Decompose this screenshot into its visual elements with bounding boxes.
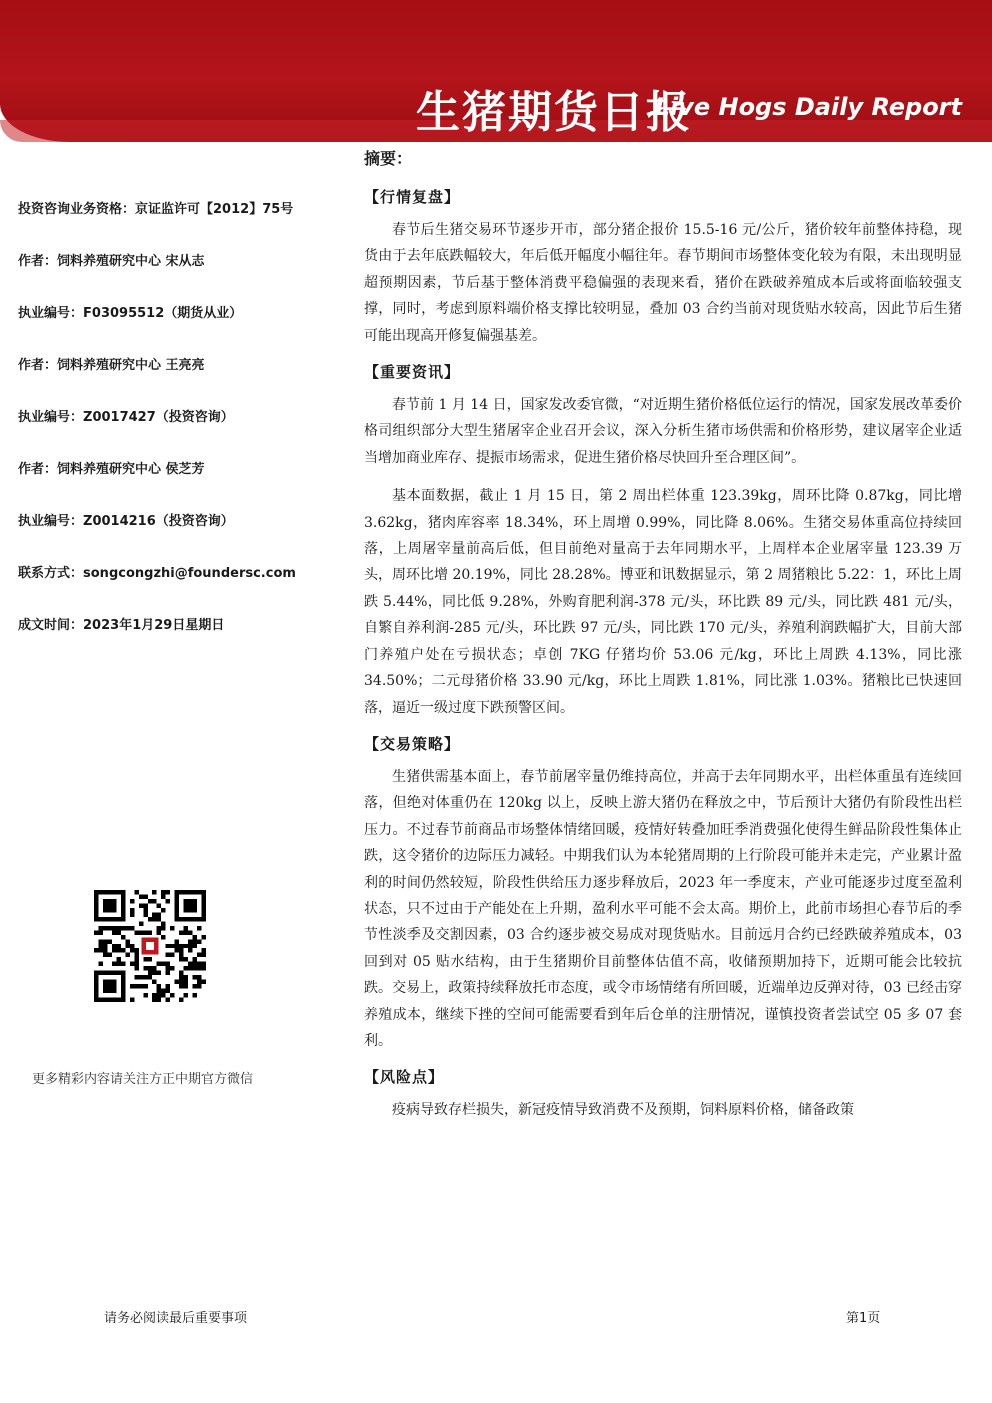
qr-caption: 更多精彩内容请关注方正中期官方微信 bbox=[32, 1072, 254, 1087]
report-title-en: Live Hogs Daily Report bbox=[654, 93, 962, 121]
section-heading: 【重要资讯】 bbox=[364, 363, 461, 382]
meta-value: songcongzhi@foundersc.com bbox=[83, 566, 296, 581]
meta-value: 饲料养殖研究中心 宋从志 bbox=[57, 254, 205, 269]
meta-label: 执业编号： bbox=[18, 306, 84, 321]
meta-value: 2023年1月29日星期日 bbox=[83, 618, 225, 633]
meta-value: Z0017427（投资咨询） bbox=[83, 410, 234, 425]
page-number: 第1页 bbox=[846, 1311, 881, 1326]
meta-label: 执业编号： bbox=[18, 410, 84, 425]
section-heading: 【行情复盘】 bbox=[364, 188, 461, 206]
wechat-qr-code-icon bbox=[94, 890, 206, 1002]
section-paragraph: 疫病导致存栏损失，新冠疫情导致消费不及预期，饲料原料价格，储备政策 bbox=[392, 1102, 854, 1119]
report-section bbox=[364, 1066, 962, 1123]
report-section bbox=[364, 186, 962, 349]
meta-label: 作者： bbox=[18, 254, 58, 269]
summary-label: 摘要： bbox=[364, 149, 413, 168]
meta-value: F03095512（期货从业） bbox=[83, 306, 243, 321]
report-title-cn: 生猪期货日报 bbox=[416, 87, 692, 138]
meta-label: 作者： bbox=[18, 462, 58, 477]
section-heading: 【交易策略】 bbox=[364, 734, 461, 753]
section-paragraph: 基本面数据，截止 1 月 15 日，第 2 周出栏体重 123.39kg，周环比降 0.87kg，同比增 3.62kg，猪肉库容率 18.34%，环上周增 0.99%，同比降 8.06%。生猪交易体重高位持续回落，上周屠宰量前高后低，但目前绝对量高于去年同期水平，上周样本企业屠宰量 123.39 万头，周环比增 20.19%，同比 28.28%。博亚和讯数据显示，第 2 周猪粮比 5.22：1，环比上周跌 5.44%，同比低 9.28%，外购育肥利润-378 元/头，环比跌 89 元/头，同比跌 481 元/头，自繁自养利润-285 元/头，环比跌 97 元/头，同比跌 170 元/头，养殖利润跌幅扩大，目前大部门养殖户处在亏损状态；卓创 7KG 仔猪均价 53.06 元/kg，环比上周跌 4.13%，同比涨 34.50%；二元母猪价格 33.90 元/kg，环比上周跌 1.81%，同比涨 1.03%。猪粮比已快速回落，逼近一级过度下跌预警区间。 bbox=[364, 488, 962, 716]
section-paragraph: 生猪供需基本面上，春节前屠宰量仍维持高位，并高于去年同期水平，出栏体重虽有连续回落，但绝对体重仍在 120kg 以上，反映上游大猪仍在释放之中，节后预计大猪仍有阶段性出栏压力。不过春节前商品市场整体情绪回暖，疫情好转叠加旺季消费强化使得生鲜品阶段性集体止跌，这令猪价的边际压力减轻。中期我们认为本轮猪周期的上行阶段可能并未走完，产业累计盈利的时间仍然较短，阶段性供给压力逐步释放后，2023 年一季度末，产业可能逐步过度至盈利状态，只不过由于产能处在上升期，盈利水平可能不会太高。期价上，此前市场担心春节后的季节性淡季及交割因素，03 合约逐步被交易成对现货贴水。目前远月合约已经跌破养殖成本，03 回到对 05 贴水结构，由于生猪期价目前整体估值不高，收储预期加持下，近期可能会比较抗跌。交易上，政策持续释放托市态度，或令市场情绪有所回暖，近端单边反弹对待，03 已经击穿养殖成本，继续下挫的空间可能需要看到年后仓单的注册情况，谨慎投资者尝试空 05 多 07 套利。 bbox=[364, 768, 962, 1049]
meta-label: 作者： bbox=[18, 358, 58, 373]
section-paragraph: 春节后生猪交易环节逐步开市，部分猪企报价 15.5-16 元/公斤，猪价较年前整体持稳，现货由于去年底跌幅较大，年后低开幅度小幅往年。春节期间市场整体变化较为有限，未出现明显超预期因素，节后基于整体消费平稳偏强的表现来看，猪价在跌破养殖成本后或将面临较强支撑，同时，考虑到原料端价格支撑比较明显，叠加 03 合约当前对现货贴水较高，因此节后生猪可能出现高开修复偏强基差。 bbox=[364, 222, 962, 344]
section-paragraph: 春节前 1 月 14 日，国家发改委官微，“对近期生猪价格低位运行的情况，国家发展改革委价格司组织部分大型生猪屠宰企业召开会议，深入分析生猪市场供需和价格形势，建议屠宰企业适当增加商业库存、提振市场需求，促进生猪价格尽快回升至合理区间”。 bbox=[364, 397, 962, 466]
report-section bbox=[364, 361, 962, 721]
meta-row bbox=[18, 458, 338, 510]
report-header-banner bbox=[0, 0, 992, 142]
meta-value: 京证监许可【2012】75号 bbox=[135, 202, 294, 217]
meta-value: 饲料养殖研究中心 王亮亮 bbox=[57, 358, 205, 373]
meta-label: 投资咨询业务资格： bbox=[18, 202, 136, 217]
meta-row bbox=[18, 562, 338, 614]
meta-value: Z0014216（投资咨询） bbox=[83, 514, 234, 529]
meta-label: 成文时间： bbox=[18, 618, 84, 633]
footer-disclaimer-note: 请务必阅读最后重要事项 bbox=[104, 1311, 248, 1326]
section-heading: 【风险点】 bbox=[364, 1068, 445, 1087]
meta-row bbox=[18, 510, 338, 562]
meta-value: 饲料养殖研究中心 侯芝芳 bbox=[57, 462, 205, 477]
meta-row bbox=[18, 250, 338, 302]
author-info-sidebar bbox=[18, 198, 338, 666]
report-sections bbox=[364, 186, 962, 1124]
report-body bbox=[364, 140, 962, 1136]
meta-label: 执业编号： bbox=[18, 514, 84, 529]
meta-row bbox=[18, 406, 338, 458]
meta-row bbox=[18, 614, 338, 666]
meta-row bbox=[18, 198, 338, 250]
meta-row bbox=[18, 302, 338, 354]
meta-row bbox=[18, 354, 338, 406]
meta-label: 联系方式： bbox=[18, 566, 84, 581]
report-section bbox=[364, 733, 962, 1054]
